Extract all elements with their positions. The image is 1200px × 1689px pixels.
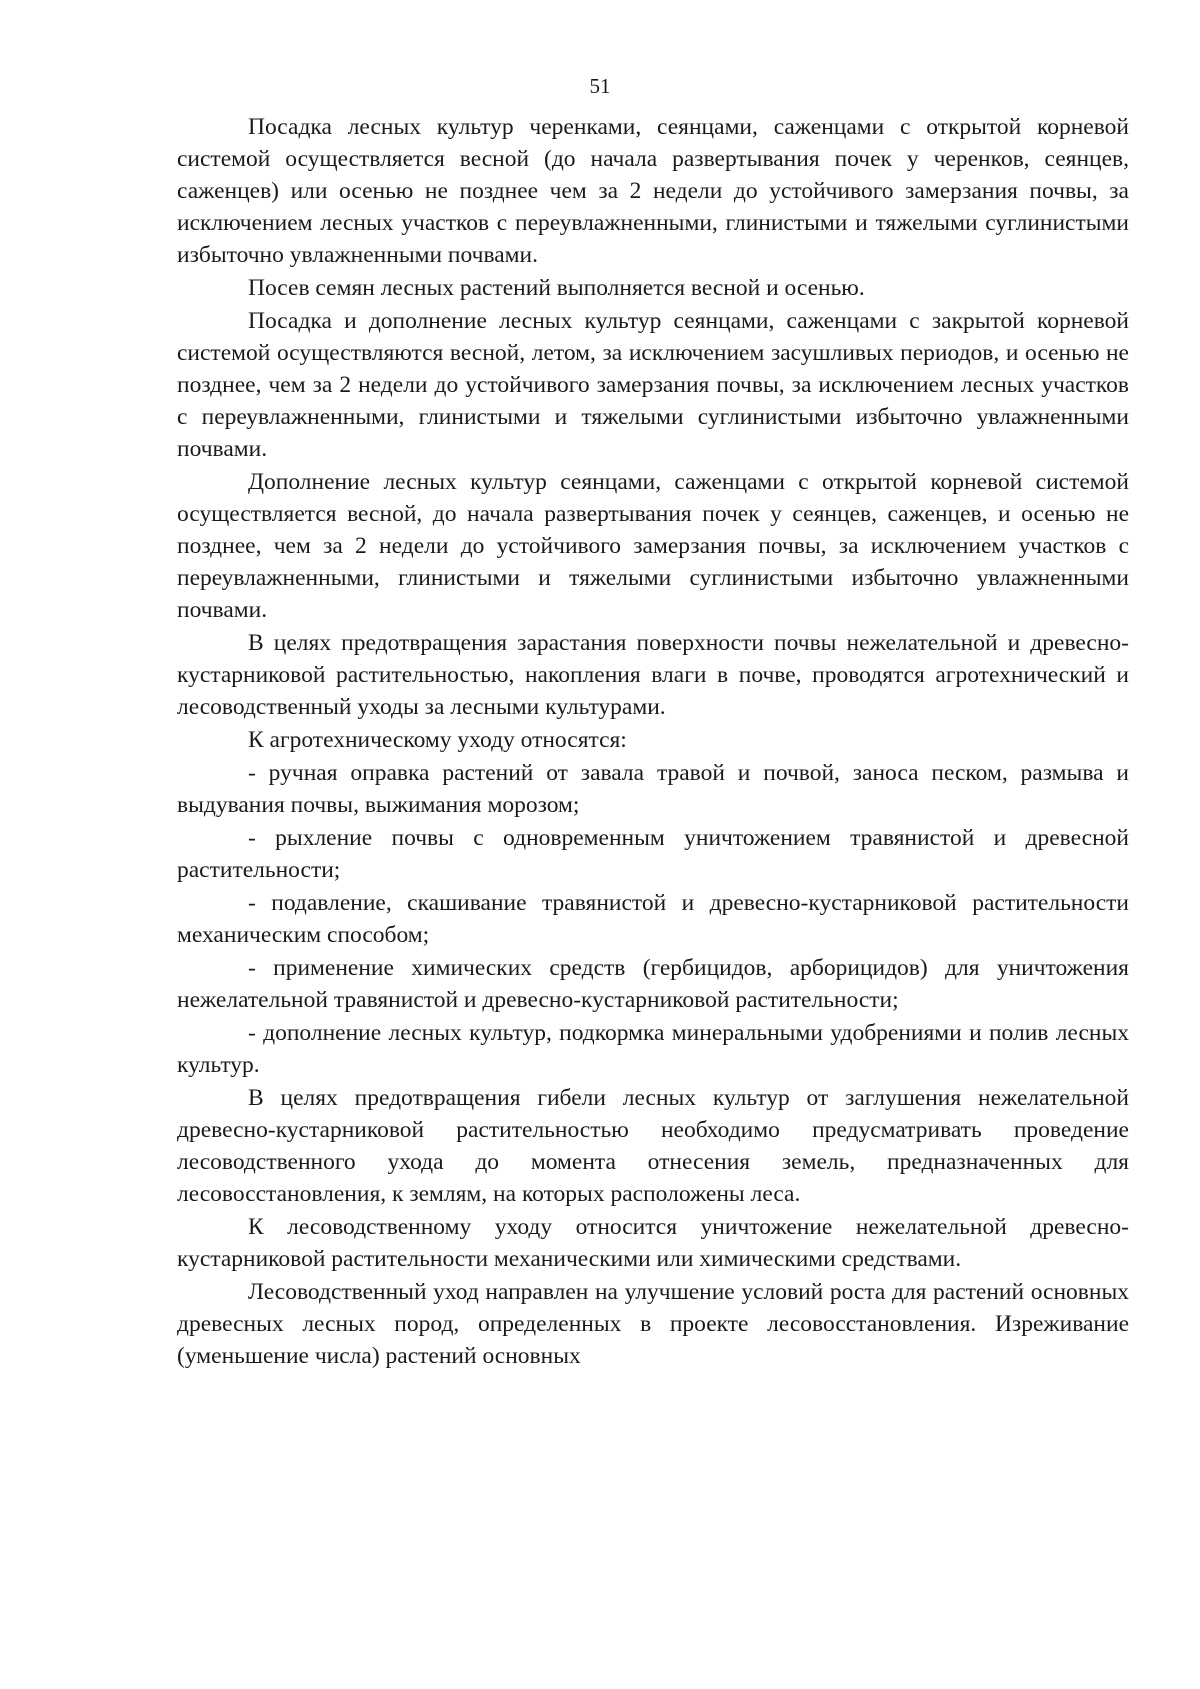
list-item-5: - дополнение лесных культур, подкормка минеральными удобрениями и полив лесных культур. [177,1020,1129,1078]
paragraph-9: Лесоводственный уход направлен на улучшение условий роста для растений основных древесных лесных пород, определенных в проекте лесовосстановления. Изреживание (уменьшение числа) растений основных [177,1279,1129,1369]
paragraph-6: К агротехническому уходу относятся: [248,727,627,753]
paragraph-2: Посев семян лесных растений выполняется весной и осенью. [248,275,865,301]
list-item-2: - рыхление почвы с одновременным уничтожением травянистой и древесной растительности; [177,825,1129,883]
list-item-1: - ручная оправка растений от завала травой и почвой, заноса песком, размыва и выдувания почвы, выжимания морозом; [177,760,1129,818]
paragraph-1: Посадка лесных культур черенками, сеянцами, саженцами с открытой корневой системой осуществляется весной (до начала развертывания почек у черенков, сеянцев, саженцев) или осенью не позднее чем за 2 недели до устойчивого замерзания почвы, за исключением лесных участков с переувлажненными, глинистыми и тяжелыми суглинистыми избыточно увлажненными почвами. [177,114,1129,268]
paragraph-5: В целях предотвращения зарастания поверхности почвы нежелательной и древесно-кустарниковой растительностью, накопления влаги в почве, проводятся агротехнический и лесоводственный уходы за лесными культурами. [177,630,1129,720]
paragraph-8: К лесоводственному уходу относится уничтожение нежелательной древесно-кустарниковой растительности механическими или химическими средствами. [177,1214,1129,1272]
list-item-3: - подавление, скашивание травянистой и древесно-кустарниковой растительности механическим способом; [177,890,1129,948]
list-item-4: - применение химических средств (гербицидов, арборицидов) для уничтожения нежелательной травянистой и древесно-кустарниковой растительности; [177,955,1129,1013]
page-number: 51 [589,74,611,98]
paragraph-3: Посадка и дополнение лесных культур сеянцами, саженцами с закрытой корневой системой осуществляются весной, летом, за исключением засушливых периодов, и осенью не позднее, чем за 2 недели до устойчивого замерзания почвы, за исключением лесных участков с переувлажненными, глинистыми и тяжелыми суглинистыми избыточно увлажненными почвами. [177,308,1129,462]
paragraph-7: В целях предотвращения гибели лесных культур от заглушения нежелательной древесно-кустарниковой растительностью необходимо предусматривать проведение лесоводственного ухода до момента отнесения земель, предназначенных для лесовосстановления, к землям, на которых расположены леса. [177,1085,1129,1207]
paragraph-4: Дополнение лесных культур сеянцами, саженцами с открытой корневой системой осуществляется весной, до начала развертывания почек у сеянцев, саженцев, и осенью не позднее, чем за 2 недели до устойчивого замерзания почвы, за исключением участков с переувлажненными, глинистыми и тяжелыми суглинистыми избыточно увлажненными почвами. [177,469,1129,623]
document-body [177,111,1129,1373]
